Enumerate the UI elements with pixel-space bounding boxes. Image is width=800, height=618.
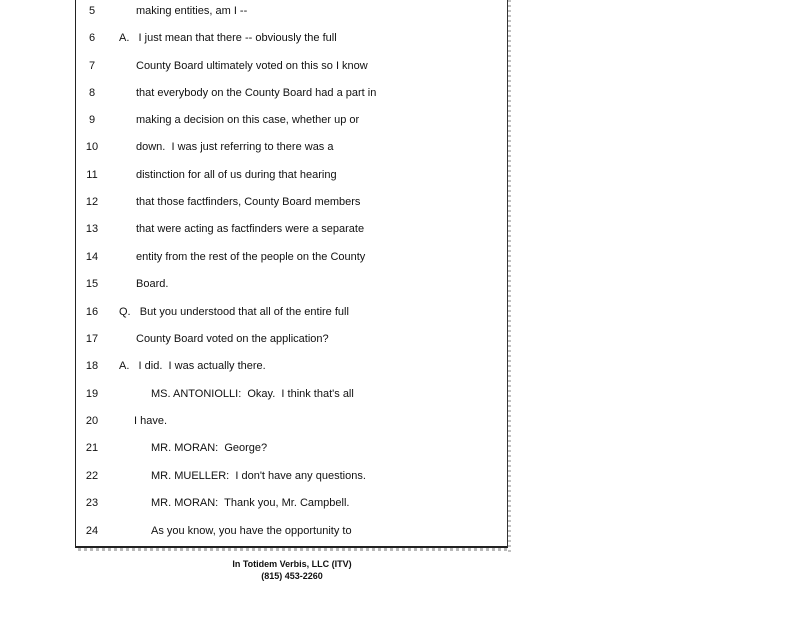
line-number: 23 xyxy=(85,497,99,509)
transcript-line xyxy=(0,247,440,267)
line-text: A. I just mean that there -- obviously the full xyxy=(119,32,337,44)
transcript-line xyxy=(0,438,440,458)
line-text: that were acting as factfinders were a separate xyxy=(136,223,365,235)
line-number: 19 xyxy=(85,388,99,400)
transcript-line xyxy=(0,83,440,103)
line-number: 7 xyxy=(88,60,96,72)
line-text: County Board voted on the application? xyxy=(136,333,329,345)
line-number: 20 xyxy=(85,415,99,427)
transcript-line xyxy=(0,302,440,322)
line-text: MR. MORAN: George? xyxy=(151,442,268,454)
line-number: 11 xyxy=(86,169,98,181)
line-number: 9 xyxy=(88,114,96,126)
line-text: County Board ultimately voted on this so I know xyxy=(136,60,368,72)
line-text: making a decision on this case, whether up or xyxy=(136,114,360,126)
transcript-line xyxy=(0,329,440,349)
transcript-line xyxy=(0,192,440,212)
transcript-line xyxy=(0,56,440,76)
transcript-line xyxy=(0,356,440,376)
line-number: 15 xyxy=(85,278,99,290)
line-number: 17 xyxy=(85,333,99,345)
line-text: Board. xyxy=(136,278,169,290)
line-text: that everybody on the County Board had a part in xyxy=(136,87,377,99)
page-edge-shadow xyxy=(508,0,511,552)
transcript-line xyxy=(0,137,440,157)
line-number: 16 xyxy=(85,306,99,318)
line-text: distinction for all of us during that hearing xyxy=(136,169,337,181)
line-number: 10 xyxy=(85,141,99,153)
line-text: A. I did. I was actually there. xyxy=(119,360,266,372)
line-number: 13 xyxy=(85,223,99,235)
line-text: As you know, you have the opportunity to xyxy=(151,525,352,537)
line-number: 14 xyxy=(85,251,99,263)
line-number: 21 xyxy=(85,442,99,454)
line-text: down. I was just referring to there was a xyxy=(136,141,334,153)
line-number: 8 xyxy=(88,87,96,99)
transcript-line xyxy=(0,466,440,486)
line-number: 5 xyxy=(88,5,96,17)
line-number: 22 xyxy=(85,470,99,482)
line-text: entity from the rest of the people on the County xyxy=(136,251,366,263)
transcript-line xyxy=(0,493,440,513)
footer-phone-number: (815) 453-2260 xyxy=(261,571,323,581)
transcript-line xyxy=(0,28,440,48)
line-text: making entities, am I -- xyxy=(136,5,248,17)
transcript-line xyxy=(0,219,440,239)
line-number: 24 xyxy=(85,525,99,537)
transcript-line xyxy=(0,274,440,294)
line-text: I have. xyxy=(134,415,168,427)
line-number: 6 xyxy=(88,32,96,44)
transcript-line xyxy=(0,165,440,185)
line-text: MR. MUELLER: I don't have any questions. xyxy=(151,470,366,482)
line-number: 12 xyxy=(85,196,99,208)
transcript-line xyxy=(0,521,440,541)
transcript-line xyxy=(0,411,440,431)
page-bottom-shadow xyxy=(78,548,510,551)
line-text: MS. ANTONIOLLI: Okay. I think that's all xyxy=(151,388,354,400)
line-text: that those factfinders, County Board members xyxy=(136,196,361,208)
transcript-line xyxy=(0,384,440,404)
line-text: Q. But you understood that all of the entire full xyxy=(119,306,349,318)
transcript-line xyxy=(0,1,440,21)
footer-company-name: In Totidem Verbis, LLC (ITV) xyxy=(232,559,352,569)
line-number: 18 xyxy=(85,360,99,372)
line-text: MR. MORAN: Thank you, Mr. Campbell. xyxy=(151,497,350,509)
transcript-line xyxy=(0,110,440,130)
